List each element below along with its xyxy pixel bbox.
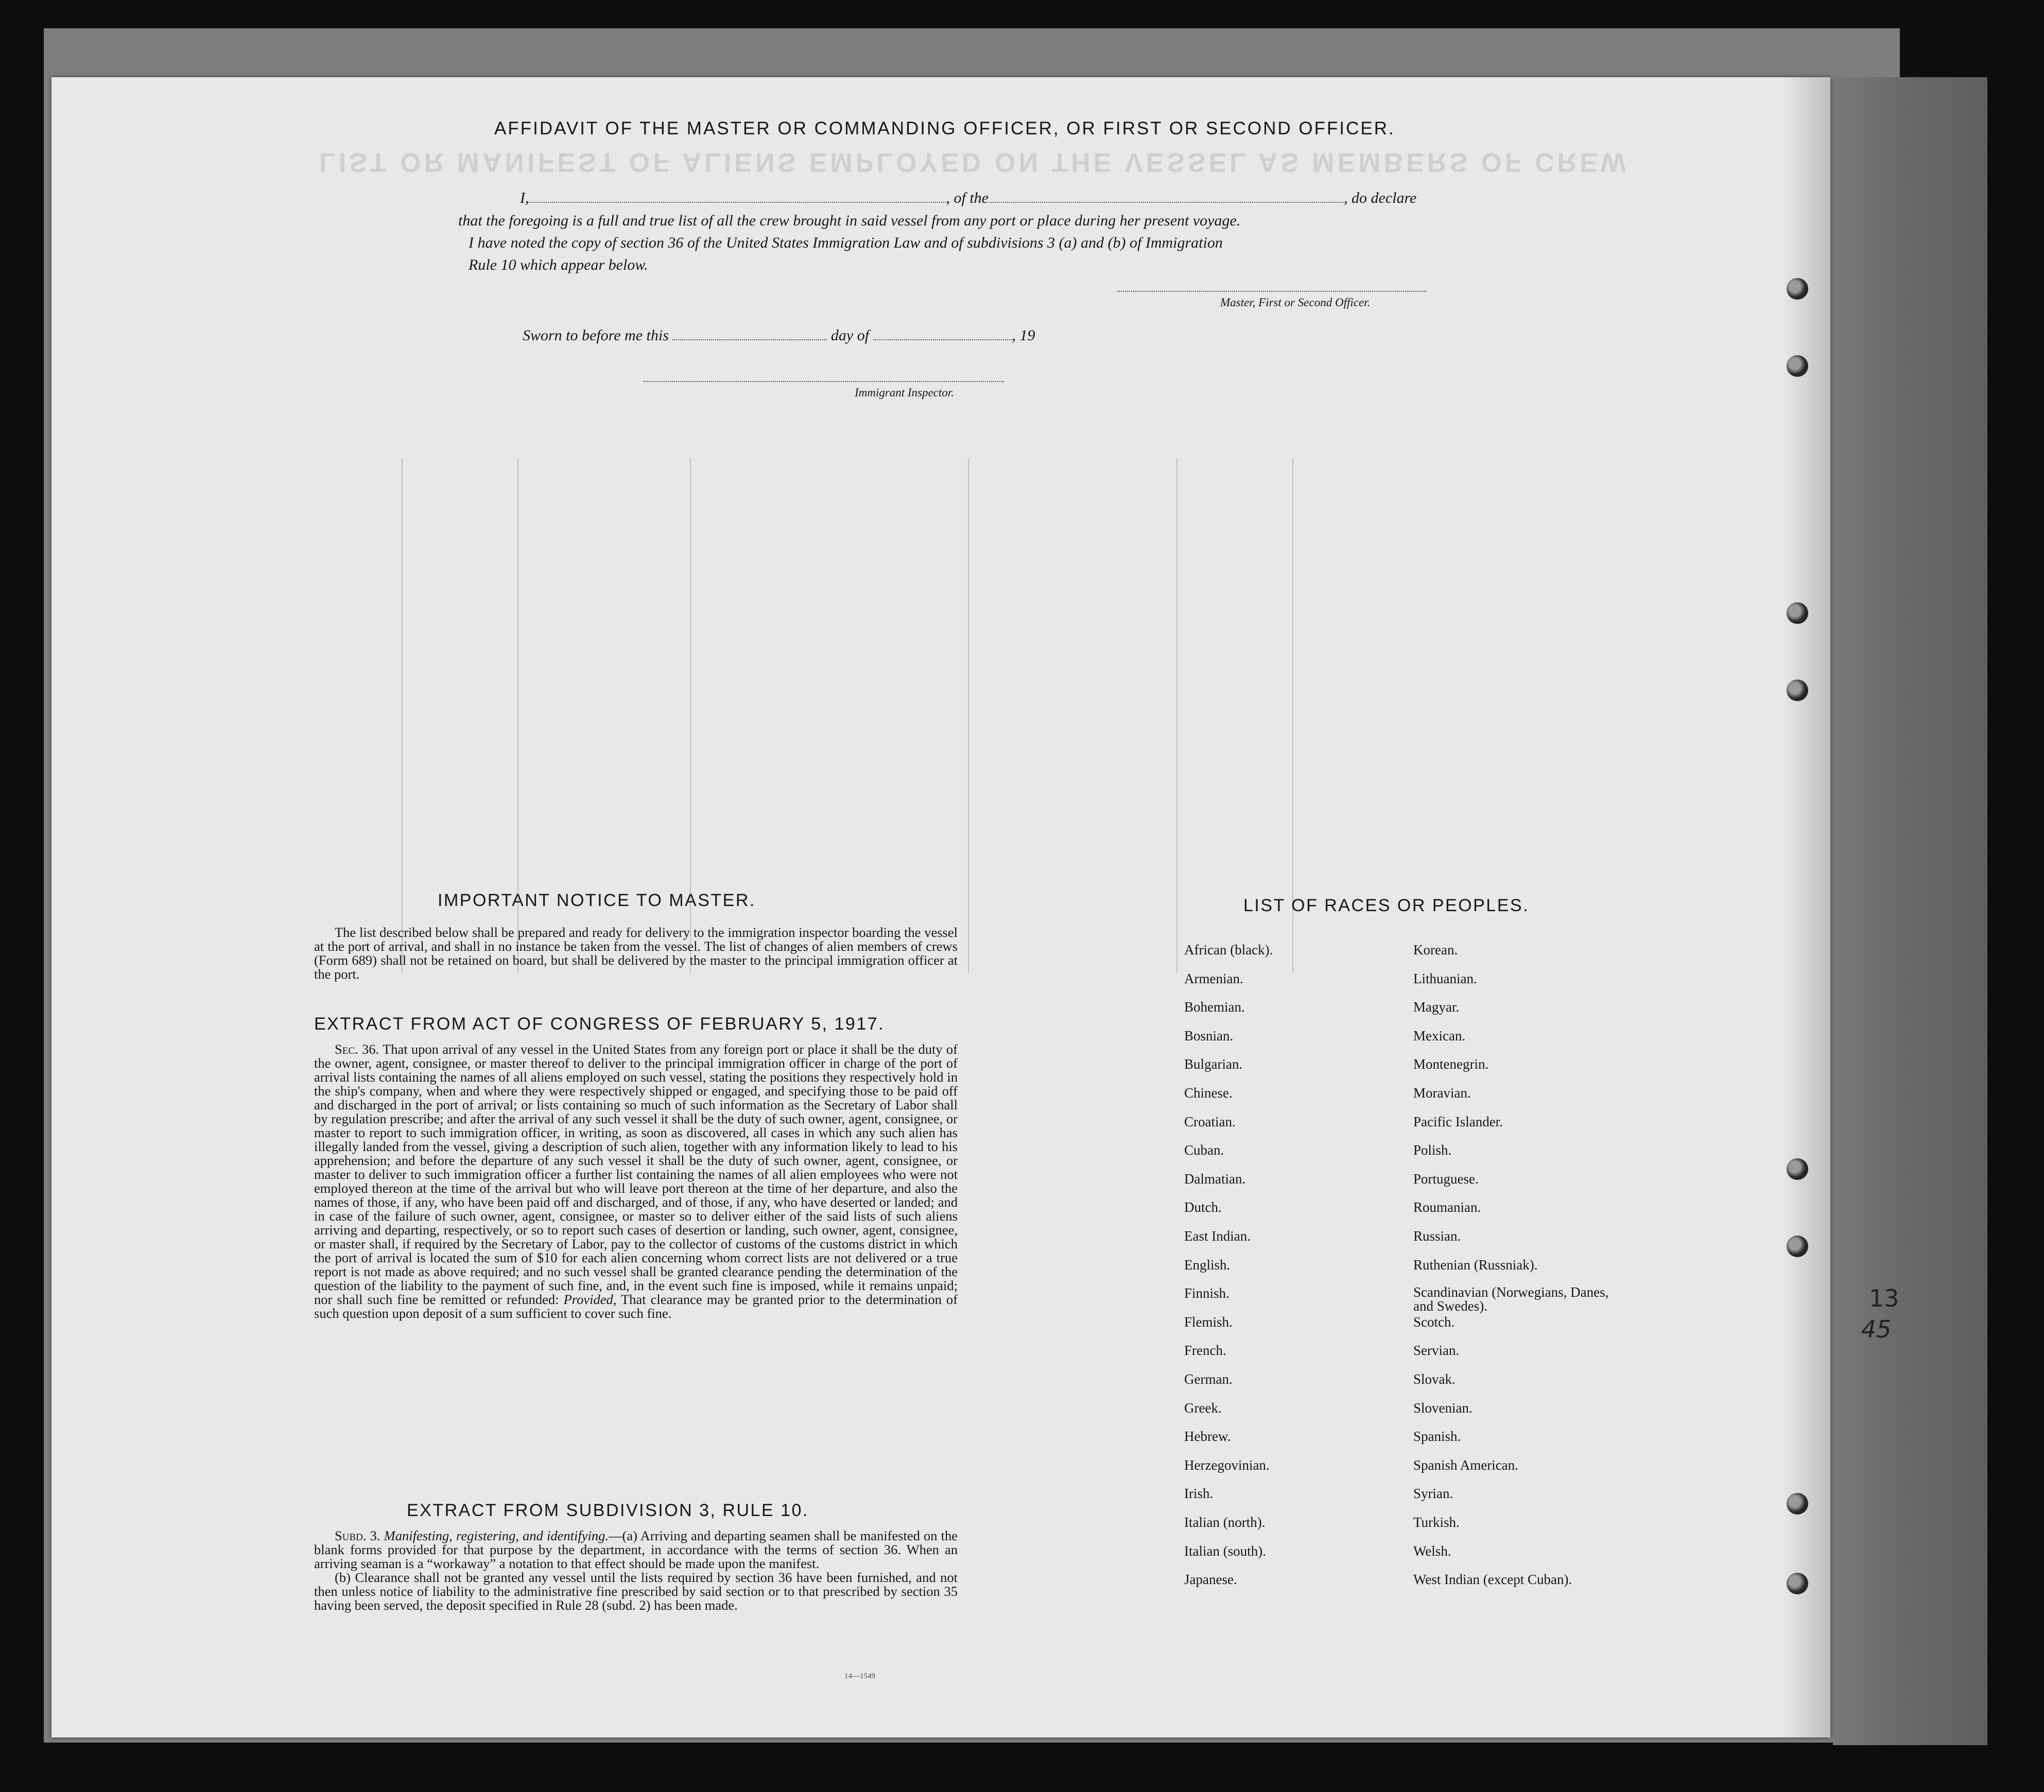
extract-rule-text [314, 1529, 958, 1612]
name-blank [529, 202, 946, 203]
margin-note: 13 [1869, 1284, 1899, 1312]
margin-note: 45 [1861, 1315, 1892, 1343]
declaration-line-1 [520, 189, 1416, 207]
race-item: Lithuanian. [1413, 971, 1477, 986]
race-item: German. [1184, 1371, 1233, 1387]
race-item: Scandinavian (Norwegians, Danes, and Swedes). [1413, 1284, 1609, 1314]
race-item: Slovak. [1413, 1371, 1456, 1387]
vessel-blank [989, 202, 1344, 203]
declaration-do-declare: , do declare [1344, 189, 1417, 206]
sworn-date-blank [672, 339, 827, 340]
race-item: Slovenian. [1413, 1400, 1473, 1416]
race-item: Herzegovinian. [1184, 1457, 1270, 1473]
race-item: Flemish. [1184, 1314, 1233, 1330]
page-shadow [1781, 77, 1830, 1737]
extract-act-title: EXTRACT FROM ACT OF CONGRESS OF FEBRUARY 5, 1917. [314, 1014, 885, 1034]
race-item: Magyar. [1413, 999, 1460, 1015]
race-item: French. [1184, 1343, 1226, 1358]
section-36-end: That clearance may be granted prior to the determination of such question upon deposit of a sum sufficient to cover such fine. [314, 1292, 958, 1321]
race-item: Bohemian. [1184, 999, 1245, 1015]
race-item: Spanish. [1413, 1429, 1461, 1444]
race-item: Dalmatian. [1184, 1171, 1246, 1187]
declaration-line-3: I have noted the copy of section 36 of the United States Immigration Law and of subdivisions 3 (a) and (b) of Immigration [469, 234, 1223, 251]
race-item: Italian (north). [1184, 1515, 1266, 1530]
race-item: Montenegrin. [1413, 1056, 1489, 1072]
race-item: Croatian. [1184, 1114, 1236, 1129]
race-item: Japanese. [1184, 1572, 1237, 1587]
race-item: Chinese. [1184, 1085, 1233, 1101]
race-item: Portuguese. [1413, 1171, 1479, 1187]
declaration-line-2: that the foregoing is a full and true list of all the crew brought in said vessel from any port or place during her present voyage. [458, 212, 1241, 229]
ghost-rule [1176, 458, 1177, 973]
extract-rule-title: EXTRACT FROM SUBDIVISION 3, RULE 10. [407, 1501, 809, 1520]
race-item: Mexican. [1413, 1028, 1466, 1043]
race-item: East Indian. [1184, 1228, 1251, 1244]
race-item: Bosnian. [1184, 1028, 1234, 1043]
punch-hole [1787, 355, 1808, 377]
races-title: LIST OF RACES OR PEOPLES. [1243, 896, 1530, 915]
race-item: Cuban. [1184, 1142, 1224, 1158]
inspector-label: Immigrant Inspector. [855, 386, 954, 399]
race-item: Korean. [1413, 942, 1458, 958]
notice-text [314, 926, 958, 981]
inspector-signature-line [644, 381, 1004, 382]
race-item: Russian. [1413, 1228, 1461, 1244]
punch-hole [1787, 278, 1808, 300]
sworn-line [523, 327, 1035, 344]
sworn-month-blank [873, 339, 1012, 340]
race-item: West Indian (except Cuban). [1413, 1572, 1572, 1587]
sworn-year: , 19 [1012, 327, 1035, 344]
section-label: Sec. 36. [335, 1041, 379, 1057]
race-item: Irish. [1184, 1486, 1214, 1501]
race-item: Scotch. [1413, 1314, 1455, 1330]
ghost-rule [402, 458, 403, 973]
race-item: Ruthenian (Russniak). [1413, 1257, 1538, 1273]
punch-hole [1787, 1493, 1808, 1515]
race-item: Finnish. [1184, 1285, 1229, 1301]
signature-label: Master, First or Second Officer. [1220, 296, 1371, 309]
section-36-paragraph [314, 1042, 958, 1320]
declaration-i: I, [520, 189, 529, 206]
race-item: Spanish American. [1413, 1457, 1518, 1473]
ghost-rule [968, 458, 969, 973]
race-item: Welsh. [1413, 1543, 1451, 1559]
punch-hole [1787, 602, 1808, 624]
affidavit-title: AFFIDAVIT OF THE MASTER OR COMMANDING OFFICER, OR FIRST OR SECOND OFFICER. [494, 118, 1395, 138]
race-item: Greek. [1184, 1400, 1222, 1416]
subd-heading: Manifesting, registering, and identifying. [384, 1528, 609, 1543]
race-item: Armenian. [1184, 971, 1243, 986]
subd-3a-body: —(a) Arriving and departing seamen shall be manifested on the blank forms provided for that purpose by the department, in accordance with the terms of section 36. When an arriving seaman is a “workaway” a notation to that effect should be made upon the manifest. [314, 1528, 958, 1571]
race-item: Dutch. [1184, 1199, 1222, 1215]
race-item: African (black). [1184, 942, 1273, 958]
race-item: Hebrew. [1184, 1429, 1231, 1444]
race-item: Pacific Islander. [1413, 1114, 1503, 1129]
sworn-prefix: Sworn to before me this [523, 327, 669, 344]
race-item: Moravian. [1413, 1085, 1471, 1101]
sworn-day-of: day of [830, 327, 870, 344]
punch-hole [1787, 1573, 1808, 1594]
race-item: Polish. [1413, 1142, 1452, 1158]
punch-hole [1787, 1236, 1808, 1257]
declaration-line-4: Rule 10 which appear below. [469, 256, 648, 273]
subd-label: Subd. 3. [335, 1528, 380, 1543]
race-item: Roumanian. [1413, 1199, 1481, 1215]
punch-hole [1787, 680, 1808, 701]
section-36-body: That upon arrival of any vessel in the United States from any foreign port or place it shall be the duty of the owner, agent, consignee, or master thereof to deliver to the principal immigration officer in charge of the port of arrival lists containing the names of all aliens employed on such vessel, stating the positions they respectively hold in the ship's company, when and where they were respectively shipped or engaged, and specifying those to be paid off and discharged in the port of arrival; or lists containing so much of such information as the Secretary of Labor shall by regulation prescribe; and after the arrival of any such vessel it shall be the duty of such owner, agent, consignee, or master to report to such immigration officer, in writing, as soon as discovered, all cases in which any such alien has illegally landed from the vessel, giving a description of such alien, together with any information likely to lead to his apprehension; and before the departure of any such vessel it shall be the duty of such owner, agent, consignee, or master to deliver to such immigration officer a further list containing the names of all alien employees who were not employed thereon at the time of the arrival but who will leave port thereon at the time of her departure, and also the names of those, if any, who have been paid off and discharged, and of those, if any, who have deserted or landed; and in case of the failure of such owner, agent, consignee, or master so to deliver either of the said lists of such aliens arriving and departing, respectively, or so to report such cases of desertion or landing, such owner, agent, consignee, or master shall, if required by the Secretary of Labor, pay to the collector of customs of the customs district in which the port of arrival is located the sum of $10 for each alien concerning whom correct lists are not delivered or a true report is not made as above required; and no such vessel shall be granted clearance pending the determination of the question of the liability to the payment of such fine, and, in the event such fine is imposed, while it remains unpaid; nor shall such fine be remitted or refunded: [314, 1041, 958, 1307]
signature-line [1117, 291, 1426, 292]
bleed-through-heading: LIST OR MANIFEST OF ALIENS EMPLOYED ON THE VESSEL AS MEMBERS OF CREW [319, 147, 1629, 177]
extract-act-text [314, 1042, 958, 1320]
subd-3a-paragraph [314, 1529, 958, 1571]
subd-3b-paragraph: (b) Clearance shall not be granted any vessel until the lists required by section 36 have been furnished, and not then unless notice of liability to the administrative fine prescribed by said section or to that prescribed by section 35 having been served, the deposit specified in Rule 28 (subd. 2) has been made. [314, 1570, 958, 1613]
race-item: Bulgarian. [1184, 1056, 1243, 1072]
manifest-page [51, 77, 1899, 1737]
punch-hole [1787, 1158, 1808, 1180]
form-number: 14—1549 [844, 1672, 875, 1680]
provided-word: Provided, [563, 1292, 617, 1307]
race-item: Turkish. [1413, 1515, 1460, 1530]
notice-title: IMPORTANT NOTICE TO MASTER. [438, 891, 756, 910]
declaration-of-the: , of the [946, 189, 989, 206]
race-item: English. [1184, 1257, 1231, 1273]
page-edge-strip [1833, 77, 1987, 1745]
notice-paragraph: The list described below shall be prepared and ready for delivery to the immigration inspector boarding the vessel at the port of arrival, and shall in no instance be taken from the vessel. The list of changes of alien members of crews (Form 689) shall not be retained on board, but shall be delivered by the master to the principal immigration officer at the port. [314, 925, 958, 982]
race-item: Syrian. [1413, 1486, 1453, 1501]
race-item: Italian (south). [1184, 1543, 1266, 1559]
race-item: Servian. [1413, 1343, 1460, 1358]
